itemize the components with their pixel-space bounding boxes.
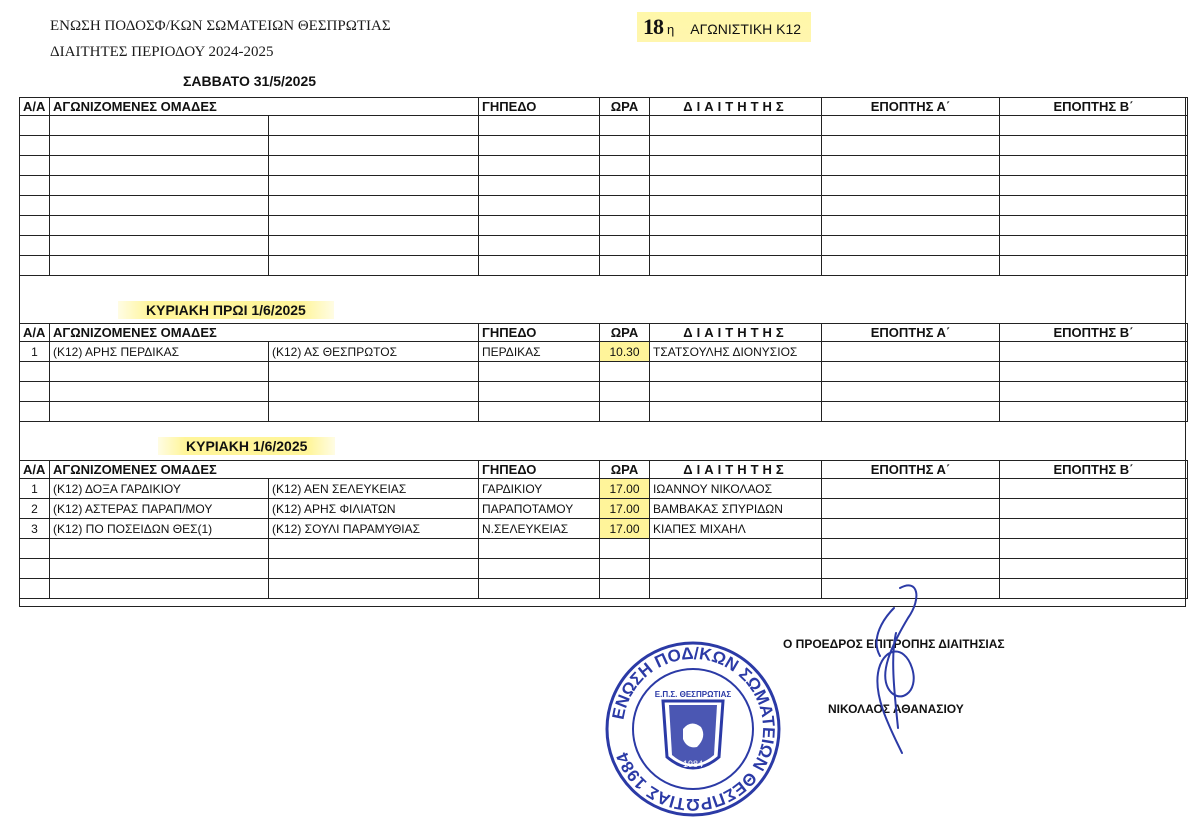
kickoff-time xyxy=(600,539,650,559)
home-team xyxy=(50,256,269,276)
header-assistant-a: ΕΠΟΠΤΗΣ Α΄ xyxy=(822,98,1000,116)
table-row xyxy=(20,216,1188,236)
assistant-a xyxy=(822,362,1000,382)
assistant-b xyxy=(1000,136,1188,156)
assistant-a xyxy=(822,156,1000,176)
header-assistant-a: ΕΠΟΠΤΗΣ Α΄ xyxy=(822,324,1000,342)
home-team xyxy=(50,156,269,176)
home-team xyxy=(50,382,269,402)
kickoff-time: 10.30 xyxy=(600,342,650,362)
table-row xyxy=(20,156,1188,176)
round-suffix: η xyxy=(667,22,675,37)
table-row xyxy=(20,579,1188,599)
period-title: ΔΙΑΙΤΗΤΕΣ ΠΕΡΙΟΔΟΥ 2024-2025 xyxy=(50,44,274,60)
header-assistant-b: ΕΠΟΠΤΗΣ Β΄ xyxy=(1000,324,1188,342)
venue: Ν.ΣΕΛΕΥΚΕΙΑΣ xyxy=(479,519,600,539)
home-team: (Κ12) ΑΡΗΣ ΠΕΡΔΙΚΑΣ xyxy=(50,342,269,362)
assistant-b xyxy=(1000,519,1188,539)
header-teams: ΑΓΩΝΙΖΟΜΕΝΕΣ ΟΜΑΔΕΣ xyxy=(50,98,479,116)
venue xyxy=(479,176,600,196)
away-team xyxy=(269,559,479,579)
header-time: ΩΡΑ xyxy=(600,461,650,479)
home-team xyxy=(50,196,269,216)
row-number xyxy=(20,116,50,136)
assistant-a xyxy=(822,196,1000,216)
home-team: (Κ12) ΑΣΤΕΡΑΣ ΠΑΡΑΠ/ΜΟΥ xyxy=(50,499,269,519)
home-team xyxy=(50,116,269,136)
venue xyxy=(479,539,600,559)
assistant-a xyxy=(822,499,1000,519)
referee xyxy=(650,402,822,422)
referee xyxy=(650,176,822,196)
referee xyxy=(650,216,822,236)
venue: ΠΑΡΑΠΟΤΑΜΟΥ xyxy=(479,499,600,519)
kickoff-time xyxy=(600,156,650,176)
venue xyxy=(479,136,600,156)
table-row xyxy=(20,196,1188,216)
stamp-shield-year: 1984 xyxy=(682,759,704,769)
assistant-a xyxy=(822,539,1000,559)
header-aa: Α/Α xyxy=(20,461,50,479)
header-teams: ΑΓΩΝΙΖΟΜΕΝΕΣ ΟΜΑΔΕΣ xyxy=(50,461,479,479)
venue: ΓΑΡΔΙΚΙΟΥ xyxy=(479,479,600,499)
header-referee: ΔΙΑΙΤΗΤΗΣ xyxy=(650,324,822,342)
header-time: ΩΡΑ xyxy=(600,324,650,342)
referee xyxy=(650,116,822,136)
assistant-b xyxy=(1000,156,1188,176)
venue xyxy=(479,402,600,422)
table-row xyxy=(20,362,1188,382)
table-row xyxy=(20,176,1188,196)
table-row xyxy=(20,479,1188,499)
away-team: (Κ12) ΑΕΝ ΣΕΛΕΥΚΕΙΑΣ xyxy=(269,479,479,499)
assistant-a xyxy=(822,479,1000,499)
row-number xyxy=(20,236,50,256)
row-number xyxy=(20,539,50,559)
header-time: ΩΡΑ xyxy=(600,98,650,116)
away-team xyxy=(269,176,479,196)
assistant-a xyxy=(822,216,1000,236)
kickoff-time xyxy=(600,256,650,276)
kickoff-time: 17.00 xyxy=(600,499,650,519)
away-team xyxy=(269,256,479,276)
referee xyxy=(650,362,822,382)
venue: ΠΕΡΔΙΚΑΣ xyxy=(479,342,600,362)
row-number xyxy=(20,216,50,236)
away-team: (Κ12) ΑΣ ΘΕΣΠΡΩΤΟΣ xyxy=(269,342,479,362)
assistant-a xyxy=(822,136,1000,156)
row-number xyxy=(20,362,50,382)
assistant-a xyxy=(822,559,1000,579)
table-row xyxy=(20,499,1188,519)
round-text: ΑΓΩΝΙΣΤΙΚΗ Κ12 xyxy=(690,21,802,37)
away-team xyxy=(269,116,479,136)
away-team xyxy=(269,216,479,236)
home-team xyxy=(50,402,269,422)
schedule-table-sunday xyxy=(19,460,1188,599)
table-row xyxy=(20,256,1188,276)
row-number: 1 xyxy=(20,479,50,499)
kickoff-time xyxy=(600,382,650,402)
header-assistant-b: ΕΠΟΠΤΗΣ Β΄ xyxy=(1000,98,1188,116)
away-team xyxy=(269,236,479,256)
header-venue: ΓΗΠΕΔΟ xyxy=(479,98,600,116)
kickoff-time xyxy=(600,402,650,422)
schedule-table-sunday-morning xyxy=(19,323,1188,422)
day-label-saturday: ΣΑΒΒΑΤΟ 31/5/2025 xyxy=(183,73,317,89)
assistant-b xyxy=(1000,176,1188,196)
assistant-a xyxy=(822,402,1000,422)
away-team: (Κ12) ΑΡΗΣ ΦΙΛΙΑΤΩΝ xyxy=(269,499,479,519)
handwritten-signature xyxy=(860,578,940,768)
header-assistant-a: ΕΠΟΠΤΗΣ Α΄ xyxy=(822,461,1000,479)
home-team xyxy=(50,559,269,579)
table-row xyxy=(20,402,1188,422)
assistant-a xyxy=(822,176,1000,196)
referee xyxy=(650,236,822,256)
referee xyxy=(650,156,822,176)
stamp-ring-text: ΕΝΩΣΗ ΠΟΔ/ΚΩΝ ΣΩΜΑΤΕΙΩΝ ΘΕΣΠΡΩΤΙΑΣ 1984 xyxy=(608,643,779,815)
schedule-table-saturday xyxy=(19,97,1188,276)
kickoff-time xyxy=(600,176,650,196)
referee xyxy=(650,382,822,402)
table-row xyxy=(20,136,1188,156)
kickoff-time xyxy=(600,116,650,136)
assistant-a xyxy=(822,256,1000,276)
kickoff-time xyxy=(600,236,650,256)
home-team: (Κ12) ΔΟΞΑ ΓΑΡΔΙΚΙΟΥ xyxy=(50,479,269,499)
venue xyxy=(479,362,600,382)
header-aa: Α/Α xyxy=(20,324,50,342)
assistant-b xyxy=(1000,216,1188,236)
away-team xyxy=(269,196,479,216)
row-number xyxy=(20,382,50,402)
away-team xyxy=(269,539,479,559)
table-row xyxy=(20,236,1188,256)
table-header-row xyxy=(20,461,1188,479)
row-number xyxy=(20,402,50,422)
home-team xyxy=(50,236,269,256)
signatory-name: ΝΙΚΟΛΑΟΣ ΑΘΑΝΑΣΙΟΥ xyxy=(828,702,964,716)
home-team xyxy=(50,176,269,196)
kickoff-time xyxy=(600,559,650,579)
away-team: (Κ12) ΣΟΥΛΙ ΠΑΡΑΜΥΘΙΑΣ xyxy=(269,519,479,539)
day-label-highlight: ΚΥΡΙΑΚΗ 1/6/2025 xyxy=(158,437,335,455)
table-header-row xyxy=(20,324,1188,342)
header-aa: Α/Α xyxy=(20,98,50,116)
assistant-b xyxy=(1000,382,1188,402)
header-teams: ΑΓΩΝΙΖΟΜΕΝΕΣ ΟΜΑΔΕΣ xyxy=(50,324,479,342)
assistant-b xyxy=(1000,196,1188,216)
row-number xyxy=(20,579,50,599)
venue xyxy=(479,116,600,136)
assistant-b xyxy=(1000,342,1188,362)
away-team xyxy=(269,382,479,402)
assistant-a xyxy=(822,236,1000,256)
kickoff-time: 17.00 xyxy=(600,479,650,499)
referee xyxy=(650,559,822,579)
home-team xyxy=(50,362,269,382)
assistant-a xyxy=(822,382,1000,402)
referee xyxy=(650,256,822,276)
venue xyxy=(479,579,600,599)
kickoff-time: 17.00 xyxy=(600,519,650,539)
kickoff-time xyxy=(600,216,650,236)
assistant-b xyxy=(1000,559,1188,579)
round-label xyxy=(637,12,811,42)
official-stamp xyxy=(603,639,783,819)
assistant-a xyxy=(822,519,1000,539)
referee xyxy=(650,539,822,559)
home-team: (Κ12) ΠΟ ΠΟΣΕΙΔΩΝ ΘΕΣ(1) xyxy=(50,519,269,539)
row-number xyxy=(20,176,50,196)
referee: ΙΩΑΝΝΟΥ ΝΙΚΟΛΑΟΣ xyxy=(650,479,822,499)
header-venue: ΓΗΠΕΔΟ xyxy=(479,324,600,342)
table-header-row xyxy=(20,98,1188,116)
day-label-sunday-morning xyxy=(118,302,334,318)
header-venue: ΓΗΠΕΔΟ xyxy=(479,461,600,479)
header-assistant-b: ΕΠΟΠΤΗΣ Β΄ xyxy=(1000,461,1188,479)
venue xyxy=(479,559,600,579)
table-row xyxy=(20,519,1188,539)
table-row xyxy=(20,539,1188,559)
row-number: 2 xyxy=(20,499,50,519)
row-number xyxy=(20,136,50,156)
home-team xyxy=(50,216,269,236)
signatory-title: Ο ΠΡΟΕΔΡΟΣ ΕΠΙΤΡΟΠΗΣ ΔΙΑΙΤΗΣΙΑΣ xyxy=(783,637,1005,651)
assistant-a xyxy=(822,342,1000,362)
table-row xyxy=(20,116,1188,136)
table-row xyxy=(20,342,1188,362)
row-number xyxy=(20,156,50,176)
header-referee: ΔΙΑΙΤΗΤΗΣ xyxy=(650,98,822,116)
assistant-b xyxy=(1000,402,1188,422)
row-number: 3 xyxy=(20,519,50,539)
kickoff-time xyxy=(600,136,650,156)
home-team xyxy=(50,579,269,599)
row-number xyxy=(20,196,50,216)
referee xyxy=(650,136,822,156)
table-row xyxy=(20,382,1188,402)
venue xyxy=(479,216,600,236)
referee: ΒΑΜΒΑΚΑΣ ΣΠΥΡΙΔΩΝ xyxy=(650,499,822,519)
venue xyxy=(479,196,600,216)
assistant-b xyxy=(1000,499,1188,519)
header-referee: ΔΙΑΙΤΗΤΗΣ xyxy=(650,461,822,479)
venue xyxy=(479,156,600,176)
assistant-b xyxy=(1000,236,1188,256)
referee: ΤΣΑΤΣΟΥΛΗΣ ΔΙΟΝΥΣΙΟΣ xyxy=(650,342,822,362)
away-team xyxy=(269,156,479,176)
org-title: ΕΝΩΣΗ ΠΟΔΟΣΦ/ΚΩΝ ΣΩΜΑΤΕΙΩΝ ΘΕΣΠΡΩΤΙΑΣ xyxy=(50,18,391,34)
assistant-b xyxy=(1000,479,1188,499)
table-row xyxy=(20,559,1188,579)
away-team xyxy=(269,579,479,599)
row-number xyxy=(20,256,50,276)
assistant-b xyxy=(1000,362,1188,382)
venue xyxy=(479,382,600,402)
venue xyxy=(479,236,600,256)
assistant-b xyxy=(1000,579,1188,599)
row-number: 1 xyxy=(20,342,50,362)
away-team xyxy=(269,362,479,382)
assistant-b xyxy=(1000,116,1188,136)
kickoff-time xyxy=(600,579,650,599)
assistant-b xyxy=(1000,539,1188,559)
away-team xyxy=(269,402,479,422)
round-number: 18 xyxy=(643,14,663,39)
day-label-sunday xyxy=(158,438,335,454)
day-label-highlight: ΚΥΡΙΑΚΗ ΠΡΩΙ 1/6/2025 xyxy=(118,301,334,319)
assistant-a xyxy=(822,116,1000,136)
kickoff-time xyxy=(600,362,650,382)
stamp-shield-text: Ε.Π.Σ. ΘΕΣΠΡΩΤΙΑΣ xyxy=(654,690,732,699)
referee: ΚΙΑΠΕΣ ΜΙΧΑΗΛ xyxy=(650,519,822,539)
away-team xyxy=(269,136,479,156)
row-number xyxy=(20,559,50,579)
home-team xyxy=(50,539,269,559)
kickoff-time xyxy=(600,196,650,216)
venue xyxy=(479,256,600,276)
referee xyxy=(650,579,822,599)
home-team xyxy=(50,136,269,156)
referee xyxy=(650,196,822,216)
assistant-b xyxy=(1000,256,1188,276)
